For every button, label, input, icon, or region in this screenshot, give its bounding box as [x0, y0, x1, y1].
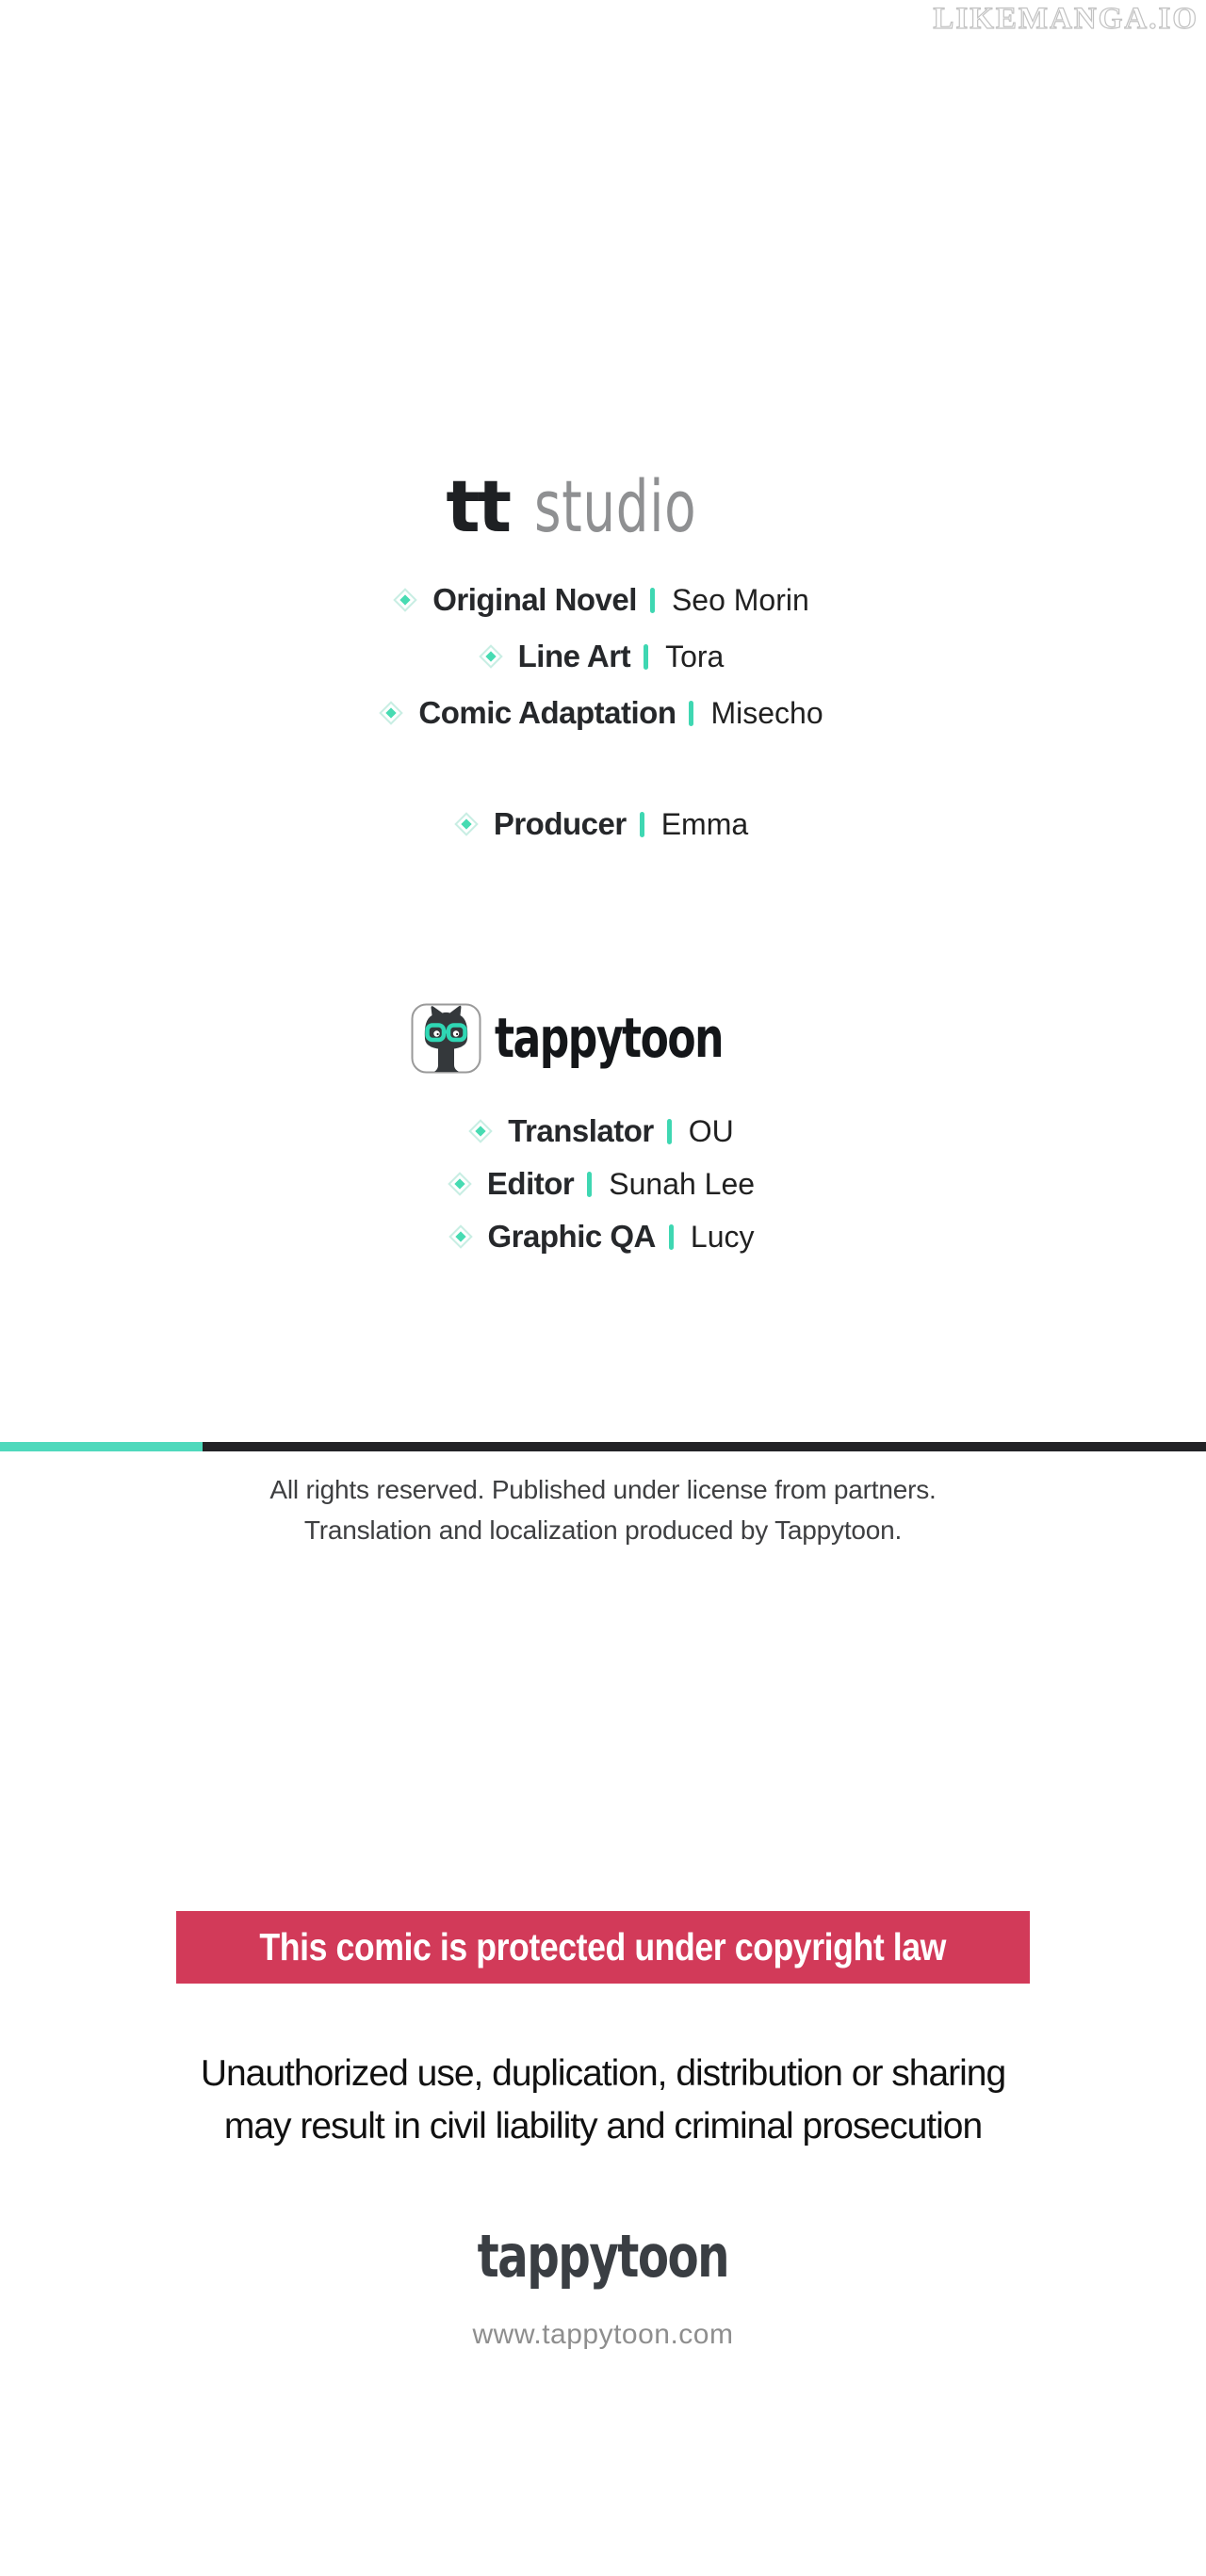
tappytoon-cat-icon — [411, 1003, 481, 1074]
credits-primary — [0, 581, 1206, 732]
footer-tappytoon-wordmark — [0, 2221, 1206, 2292]
credit-name: Emma — [660, 806, 749, 841]
credit-row-translator — [0, 1112, 1206, 1150]
diamond-icon — [454, 812, 478, 835]
credit-row-editor — [0, 1165, 1206, 1203]
legal-warning-line2: may result in civil liability and criminal prosecution — [223, 2106, 983, 2147]
credit-name: Seo Morin — [671, 582, 809, 617]
separator-bar-icon — [669, 1224, 674, 1250]
credit-row-producer — [0, 805, 1206, 843]
rights-notice-line2: Translation and localization produced by Tappytoon. — [303, 1515, 903, 1545]
footer-url: www.tappytoon.com — [472, 2319, 734, 2350]
divider-accent-segment — [0, 1442, 203, 1451]
diamond-icon — [479, 644, 502, 668]
diamond-icon — [448, 1172, 471, 1195]
credit-name: Lucy — [690, 1219, 755, 1254]
copyright-banner — [176, 1911, 1030, 1984]
separator-bar-icon — [640, 812, 644, 837]
diamond-icon — [448, 1224, 472, 1248]
separator-bar-icon — [689, 701, 693, 726]
separator-bar-icon — [650, 588, 655, 613]
rights-notice-line1: All rights reserved. Published under license from partners. — [269, 1475, 937, 1504]
diamond-icon — [393, 588, 416, 611]
credit-name: Sunah Lee — [609, 1166, 756, 1201]
credit-name: OU — [688, 1113, 734, 1148]
tappytoon-wordmark: tappytoon — [495, 1006, 724, 1070]
credit-label: Translator — [508, 1113, 654, 1148]
site-watermark: LIKEMANGA.IO — [933, 2, 1198, 36]
credit-row-original-novel — [0, 581, 1206, 619]
credit-label: Line Art — [517, 639, 631, 673]
credits-localization — [0, 1112, 1206, 1256]
separator-bar-icon — [644, 644, 648, 670]
tt-studio-logo — [0, 463, 1206, 548]
copyright-banner-text: This comic is protected under copyright law — [259, 1925, 947, 1968]
separator-bar-icon — [587, 1172, 592, 1197]
credit-label: Graphic QA — [487, 1219, 656, 1254]
credit-label: Producer — [493, 806, 627, 841]
diamond-icon — [380, 701, 403, 724]
credit-label: Comic Adaptation — [418, 695, 676, 730]
credit-label: Editor — [486, 1166, 575, 1201]
tt-studio-logo-light: studio — [534, 463, 697, 548]
legal-warning-line1: Unauthorized use, duplication, distribution or sharing — [200, 2053, 1006, 2094]
separator-bar-icon — [667, 1119, 672, 1144]
tappytoon-logo — [0, 1003, 1206, 1074]
credit-row-comic-adaptation — [0, 694, 1206, 732]
legal-warning — [0, 2048, 1206, 2153]
credit-name: Misecho — [710, 695, 823, 730]
credit-row-line-art — [0, 638, 1206, 675]
credit-label: Original Novel — [432, 582, 637, 617]
divider-dark-segment — [203, 1442, 1206, 1451]
credit-row-graphic-qa — [0, 1218, 1206, 1256]
rights-notice — [0, 1469, 1206, 1550]
diamond-icon — [468, 1119, 492, 1142]
credit-name: Tora — [665, 639, 725, 673]
credits-producer — [0, 805, 1206, 843]
tt-studio-logo-bold: tt — [446, 463, 510, 548]
footer-tappytoon-wordmark-text: tappytoon — [477, 2222, 729, 2291]
